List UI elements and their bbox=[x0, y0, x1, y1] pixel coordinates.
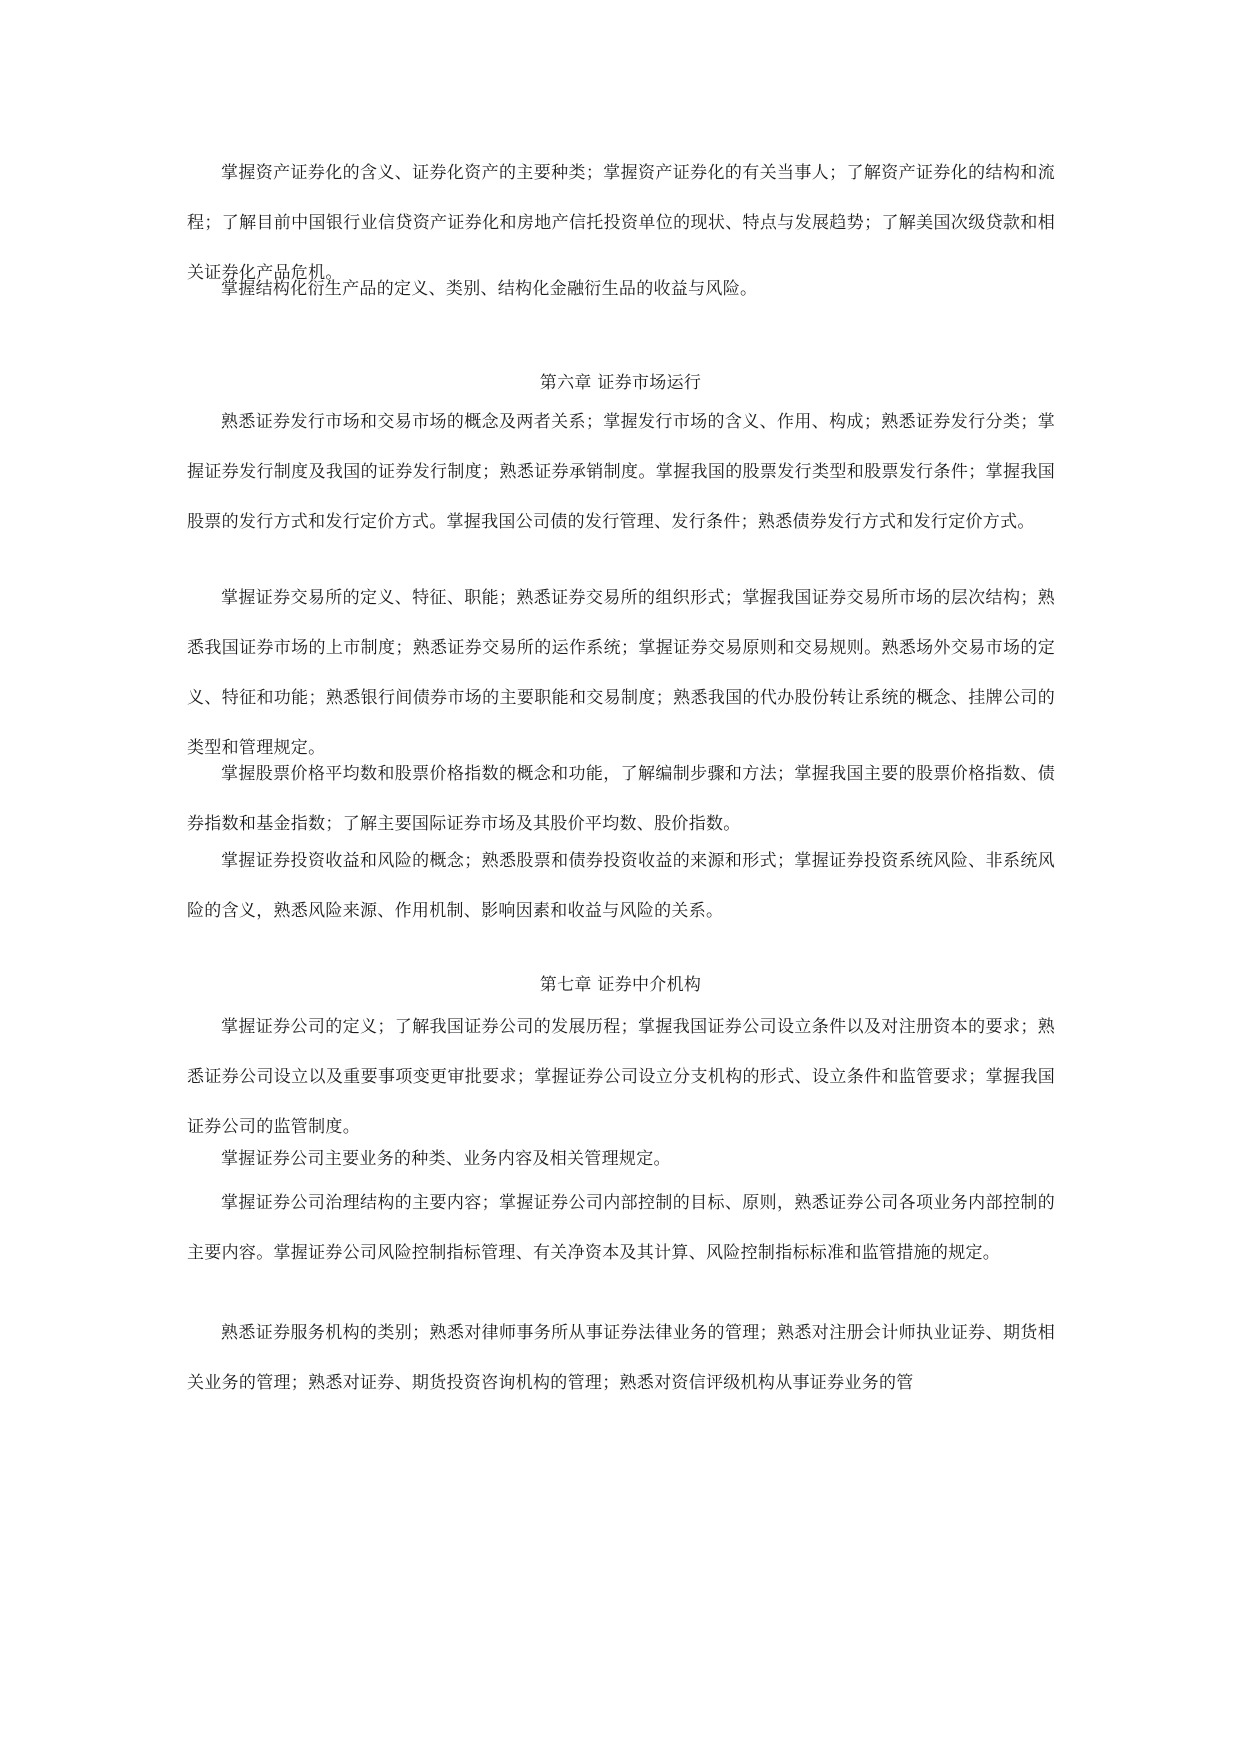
chapter6-paragraph-4: 掌握证券投资收益和风险的概念；熟悉股票和债券投资收益的来源和形式；掌握证券投资系统风险、非系统风险的含义，熟悉风险来源、作用机制、影响因素和收益与风险的关系。 bbox=[187, 851, 1055, 921]
chapter7-paragraph-4: 熟悉证券服务机构的类别；熟悉对律师事务所从事证券法律业务的管理；熟悉对注册会计师执业证券、期货相关业务的管理；熟悉对证券、期货投资咨询机构的管理；熟悉对资信评级机构从事证券业务的管 bbox=[187, 1323, 1055, 1393]
chapter6-paragraph-3: 掌握股票价格平均数和股票价格指数的概念和功能，了解编制步骤和方法；掌握我国主要的股票价格指数、债券指数和基金指数；了解主要国际证券市场及其股价平均数、股价指数。 bbox=[187, 764, 1055, 834]
chapter6-title: 第六章 证券市场运行 bbox=[539, 373, 702, 393]
chapter7-paragraph-2: 掌握证券公司主要业务的种类、业务内容及相关管理规定。 bbox=[221, 1149, 671, 1169]
chapter7-paragraph-1: 掌握证券公司的定义；了解我国证券公司的发展历程；掌握我国证券公司设立条件以及对注册资本的要求；熟悉证券公司设立以及重要事项变更审批要求；掌握证券公司设立分支机构的形式、设立条件和监管要求；掌握我国证券公司的监管制度。 bbox=[187, 1017, 1055, 1137]
chapter6-paragraph-2: 掌握证券交易所的定义、特征、职能；熟悉证券交易所的组织形式；掌握我国证券交易所市场的层次结构；熟悉我国证券市场的上市制度；熟悉证券交易所的运作系统；掌握证券交易原则和交易规则。熟悉场外交易市场的定义、特征和功能；熟悉银行间债券市场的主要职能和交易制度；熟悉我国的代办股份转让系统的概念、挂牌公司的类型和管理规定。 bbox=[187, 588, 1055, 758]
intro-paragraph-2: 掌握结构化衍生产品的定义、类别、结构化金融衍生品的收益与风险。 bbox=[221, 279, 758, 299]
chapter7-title: 第七章 证券中介机构 bbox=[539, 975, 702, 995]
intro-paragraph-1: 掌握资产证券化的含义、证券化资产的主要种类；掌握资产证券化的有关当事人；了解资产证券化的结构和流程；了解目前中国银行业信贷资产证券化和房地产信托投资单位的现状、特点与发展趋势；了解美国次级贷款和相关证券化产品危机。 bbox=[187, 163, 1055, 283]
chapter7-paragraph-3: 掌握证券公司治理结构的主要内容；掌握证券公司内部控制的目标、原则，熟悉证券公司各项业务内部控制的主要内容。掌握证券公司风险控制指标管理、有关净资本及其计算、风险控制指标标准和监管措施的规定。 bbox=[187, 1193, 1055, 1263]
chapter6-paragraph-1: 熟悉证券发行市场和交易市场的概念及两者关系；掌握发行市场的含义、作用、构成；熟悉证券发行分类；掌握证券发行制度及我国的证券发行制度；熟悉证券承销制度。掌握我国的股票发行类型和股票发行条件；掌握我国股票的发行方式和发行定价方式。掌握我国公司债的发行管理、发行条件；熟悉债券发行方式和发行定价方式。 bbox=[187, 412, 1055, 532]
